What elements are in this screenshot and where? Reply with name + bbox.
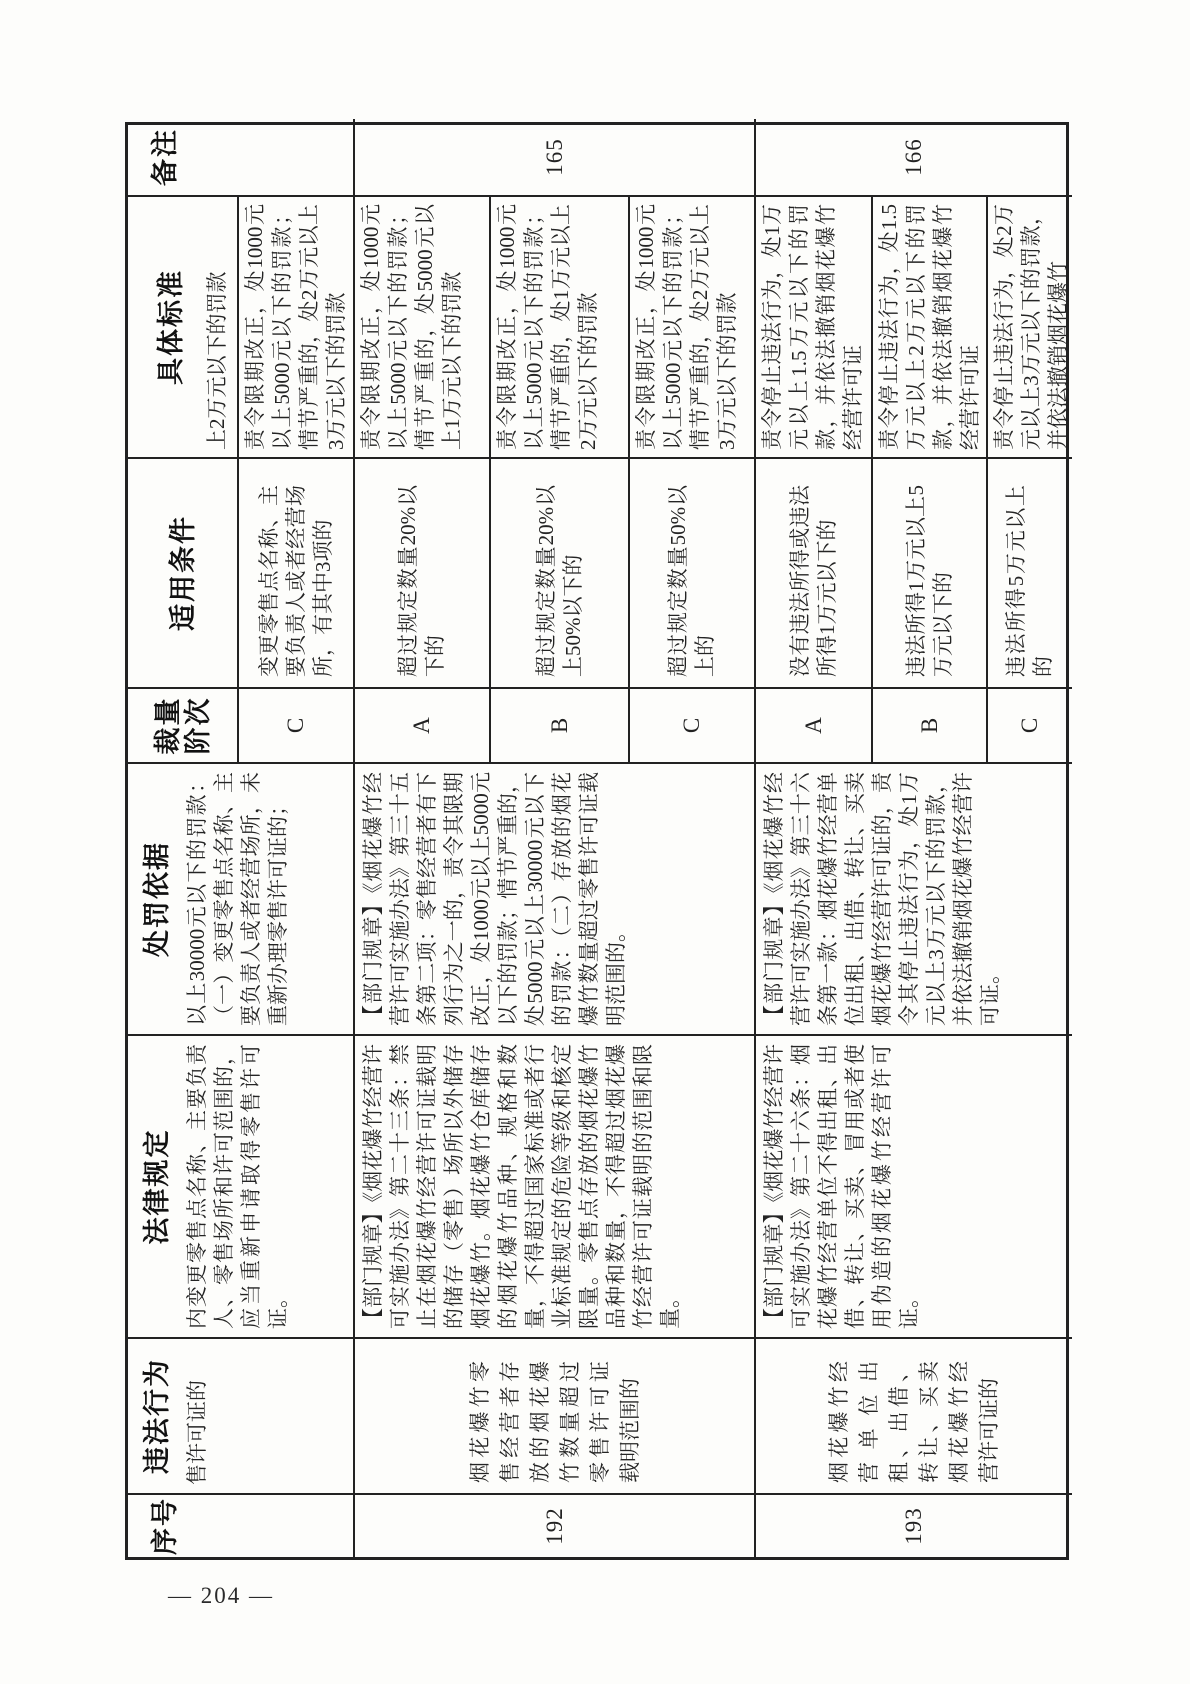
carryover-falv-text: 内变更零售点名称、主要负责人、零售场所和许可范围的，应当重新申请取得零售许可证。 — [185, 1044, 290, 1329]
cell-chufa-193 — [756, 762, 1072, 1034]
cell-juti-192-B — [491, 195, 630, 457]
cell-shiyong-193-C — [988, 457, 1072, 687]
header-label-cailiang: 裁量阶次 — [152, 696, 213, 755]
discretion-letter: C — [283, 717, 308, 734]
standard-text: 责令停止违法行为，处1.5万元以上2万元以下的罚款，并依法撤销烟花爆竹经营许可证 — [877, 204, 982, 450]
col-header-cailiang — [128, 687, 239, 762]
remark-number: 166 — [901, 138, 926, 176]
cell-shiyong-192-B — [491, 457, 630, 687]
header-label-xuhao: 序号 — [150, 1497, 180, 1555]
discretion-letter: B — [916, 717, 942, 734]
remark-number: 165 — [541, 138, 567, 176]
cell-xuhao-193 — [756, 1493, 1072, 1557]
cell-cailiang-193-C — [988, 687, 1072, 762]
condition-text: 超过规定数量20%以下的 — [396, 485, 447, 677]
cell-juti-193-B — [873, 195, 988, 457]
cell-juti-192-C — [630, 195, 756, 457]
cell-falv-192 — [355, 1034, 756, 1337]
col-header-beizhu — [128, 119, 355, 195]
header-label-shiyong: 适用条件 — [167, 515, 198, 631]
violation-text: 烟花爆竹零售经营者存放的烟花爆竹数量超过零售许可证载明范围的 — [467, 1361, 642, 1483]
cell-juti-193-A — [756, 195, 873, 457]
carryover-chufa-text: 以上30000元以下的罚款：（一）变更零售点名称、主要负责人或者经营场所，未重新办理零售许可证的； — [185, 772, 290, 1026]
cell-falv-193 — [756, 1034, 1072, 1337]
header-label-beizhu: 备注 — [150, 128, 180, 186]
legal-provision-text: 【部门规章】《烟花爆竹经营许可实施办法》第二十六条：烟花爆竹经营单位不得出租、出借、转让、买卖、冒用或者使用伪造的烟花爆竹经营许可证。 — [762, 1044, 921, 1329]
legal-provision-text: 【部门规章】《烟花爆竹经营许可实施办法》第二十三条：禁止在烟花爆竹经营许可证载明的储存（零售）场所以外储存烟花爆竹。烟花爆竹仓库储存的烟花爆竹品种、规格和数量，不得超过国家标准或者行业标准规定的危险等级和核定限量。零售点存放的烟花爆竹品种和数量，不得超过烟花爆竹经营许可证载明的范围和限量。 — [361, 1044, 682, 1329]
header-label-juti: 具体标准 — [156, 269, 186, 385]
cell-cailiang-193-A — [756, 687, 873, 762]
header-label-weifa: 违法行为 — [142, 1358, 172, 1474]
col-header-xuhao — [128, 1493, 355, 1557]
carryover-weifa-text: 售许可证的 — [185, 1380, 209, 1485]
standard-text: 责令限期改正，处1000元以上5000元以下的罚款；情节严重的，处2万元以上3万元以下的罚款 — [634, 204, 739, 450]
discretion-letter: A — [409, 717, 434, 734]
col-header-juti-with-carryover — [128, 195, 239, 457]
col-header-weifa-with-carryover — [128, 1337, 355, 1493]
cell-beizhu-193 — [756, 119, 1072, 195]
row-number: 192 — [541, 1507, 567, 1545]
cell-cailiang-192-A — [355, 687, 491, 762]
row-number: 193 — [901, 1507, 926, 1545]
col-header-shiyong — [128, 457, 239, 687]
violation-text: 烟花爆竹经营单位出租、出借、转让、买卖烟花爆竹经营许可证的 — [827, 1361, 1001, 1483]
carryover-cailiang-level — [239, 687, 355, 762]
penalty-basis-text: 【部门规章】《烟花爆竹经营许可实施办法》第三十六条第一款：烟花爆竹经营单位出租、出借、转让、买卖烟花爆竹经营许可证的，责令其停止违法行为，处1万元以上3万元以下的罚款，并依法撤销烟花爆竹经营许可证。 — [762, 772, 1002, 1026]
penalty-standards-table — [125, 122, 1069, 1560]
discretion-letter: C — [679, 717, 704, 734]
standard-text: 责令限期改正，处1000元以上5000元以下的罚款；情节严重的，处1万元以上2万元以下的罚款 — [495, 204, 600, 450]
rotated-table-container — [125, 122, 1069, 1560]
cell-cailiang-192-B — [491, 687, 630, 762]
col-header-chufa-with-carryover — [128, 762, 355, 1034]
cell-shiyong-192-C — [630, 457, 756, 687]
cell-juti-193-C — [988, 195, 1072, 457]
cell-xuhao-192 — [355, 1493, 756, 1557]
carryover-shiyong-cell — [239, 457, 355, 687]
cell-juti-192-A — [355, 195, 491, 457]
cell-beizhu-192 — [355, 119, 756, 195]
cell-chufa-192 — [355, 762, 756, 1034]
standard-text: 责令停止违法行为，处2万元以上3万元以下的罚款，并依法撤销烟花爆竹 — [992, 204, 1070, 450]
header-label-falv: 法律规定 — [142, 1128, 172, 1245]
page-number: — 204 — — [168, 1583, 274, 1608]
penalty-basis-text: 【部门规章】《烟花爆竹经营许可实施办法》第三十五条第二项：零售经营者有下列行为之一的，责令其限期改正，处1000元以上5000元以下的罚款；情节严重的，处5000元以上30000元以下的罚款：（二）存放的烟花爆竹数量超过零售许可证载明范围的。 — [361, 772, 628, 1026]
cell-shiyong-193-B — [873, 457, 988, 687]
carryover-juti-cell — [239, 195, 355, 457]
standard-text: 责令停止违法行为，处1万元以上1.5万元以下的罚款，并依法撤销烟花爆竹经营许可证 — [760, 204, 865, 450]
discretion-letter: A — [800, 717, 826, 734]
condition-text: 超过规定数量20%以上50%以下的 — [533, 485, 585, 677]
col-header-falv-with-carryover — [128, 1034, 355, 1337]
header-label-chufa: 处罚依据 — [142, 841, 172, 957]
cell-weifa-193 — [756, 1337, 1072, 1493]
condition-text: 违法所得5万元以上的 — [1004, 485, 1055, 677]
cell-shiyong-193-A — [756, 457, 873, 687]
condition-text: 违法所得1万元以上5万元以下的 — [903, 485, 955, 677]
condition-text: 没有违法所得或违法所得1万元以下的 — [787, 485, 839, 677]
cell-cailiang-193-B — [873, 687, 988, 762]
discretion-letter: B — [546, 717, 572, 734]
cell-weifa-192 — [355, 1337, 756, 1493]
cell-cailiang-192-C — [630, 687, 756, 762]
condition-text: 变更零售点名称、主要负责人或者经营场所，有其中3项的 — [256, 485, 335, 677]
discretion-letter: C — [1017, 717, 1042, 734]
standard-text: 责令限期改正，处1000元以上5000元以下的罚款；情节严重的，处5000元以上1万元以下的罚款 — [359, 204, 464, 450]
standard-text: 责令限期改正，处1000元以上5000元以下的罚款；情节严重的，处2万元以上3万元以下的罚款 — [243, 204, 348, 450]
condition-text: 超过规定数量50%以上的 — [666, 485, 717, 677]
cell-shiyong-192-A — [355, 457, 491, 687]
carryover-juti-text: 上2万元以下的罚款 — [205, 271, 229, 450]
